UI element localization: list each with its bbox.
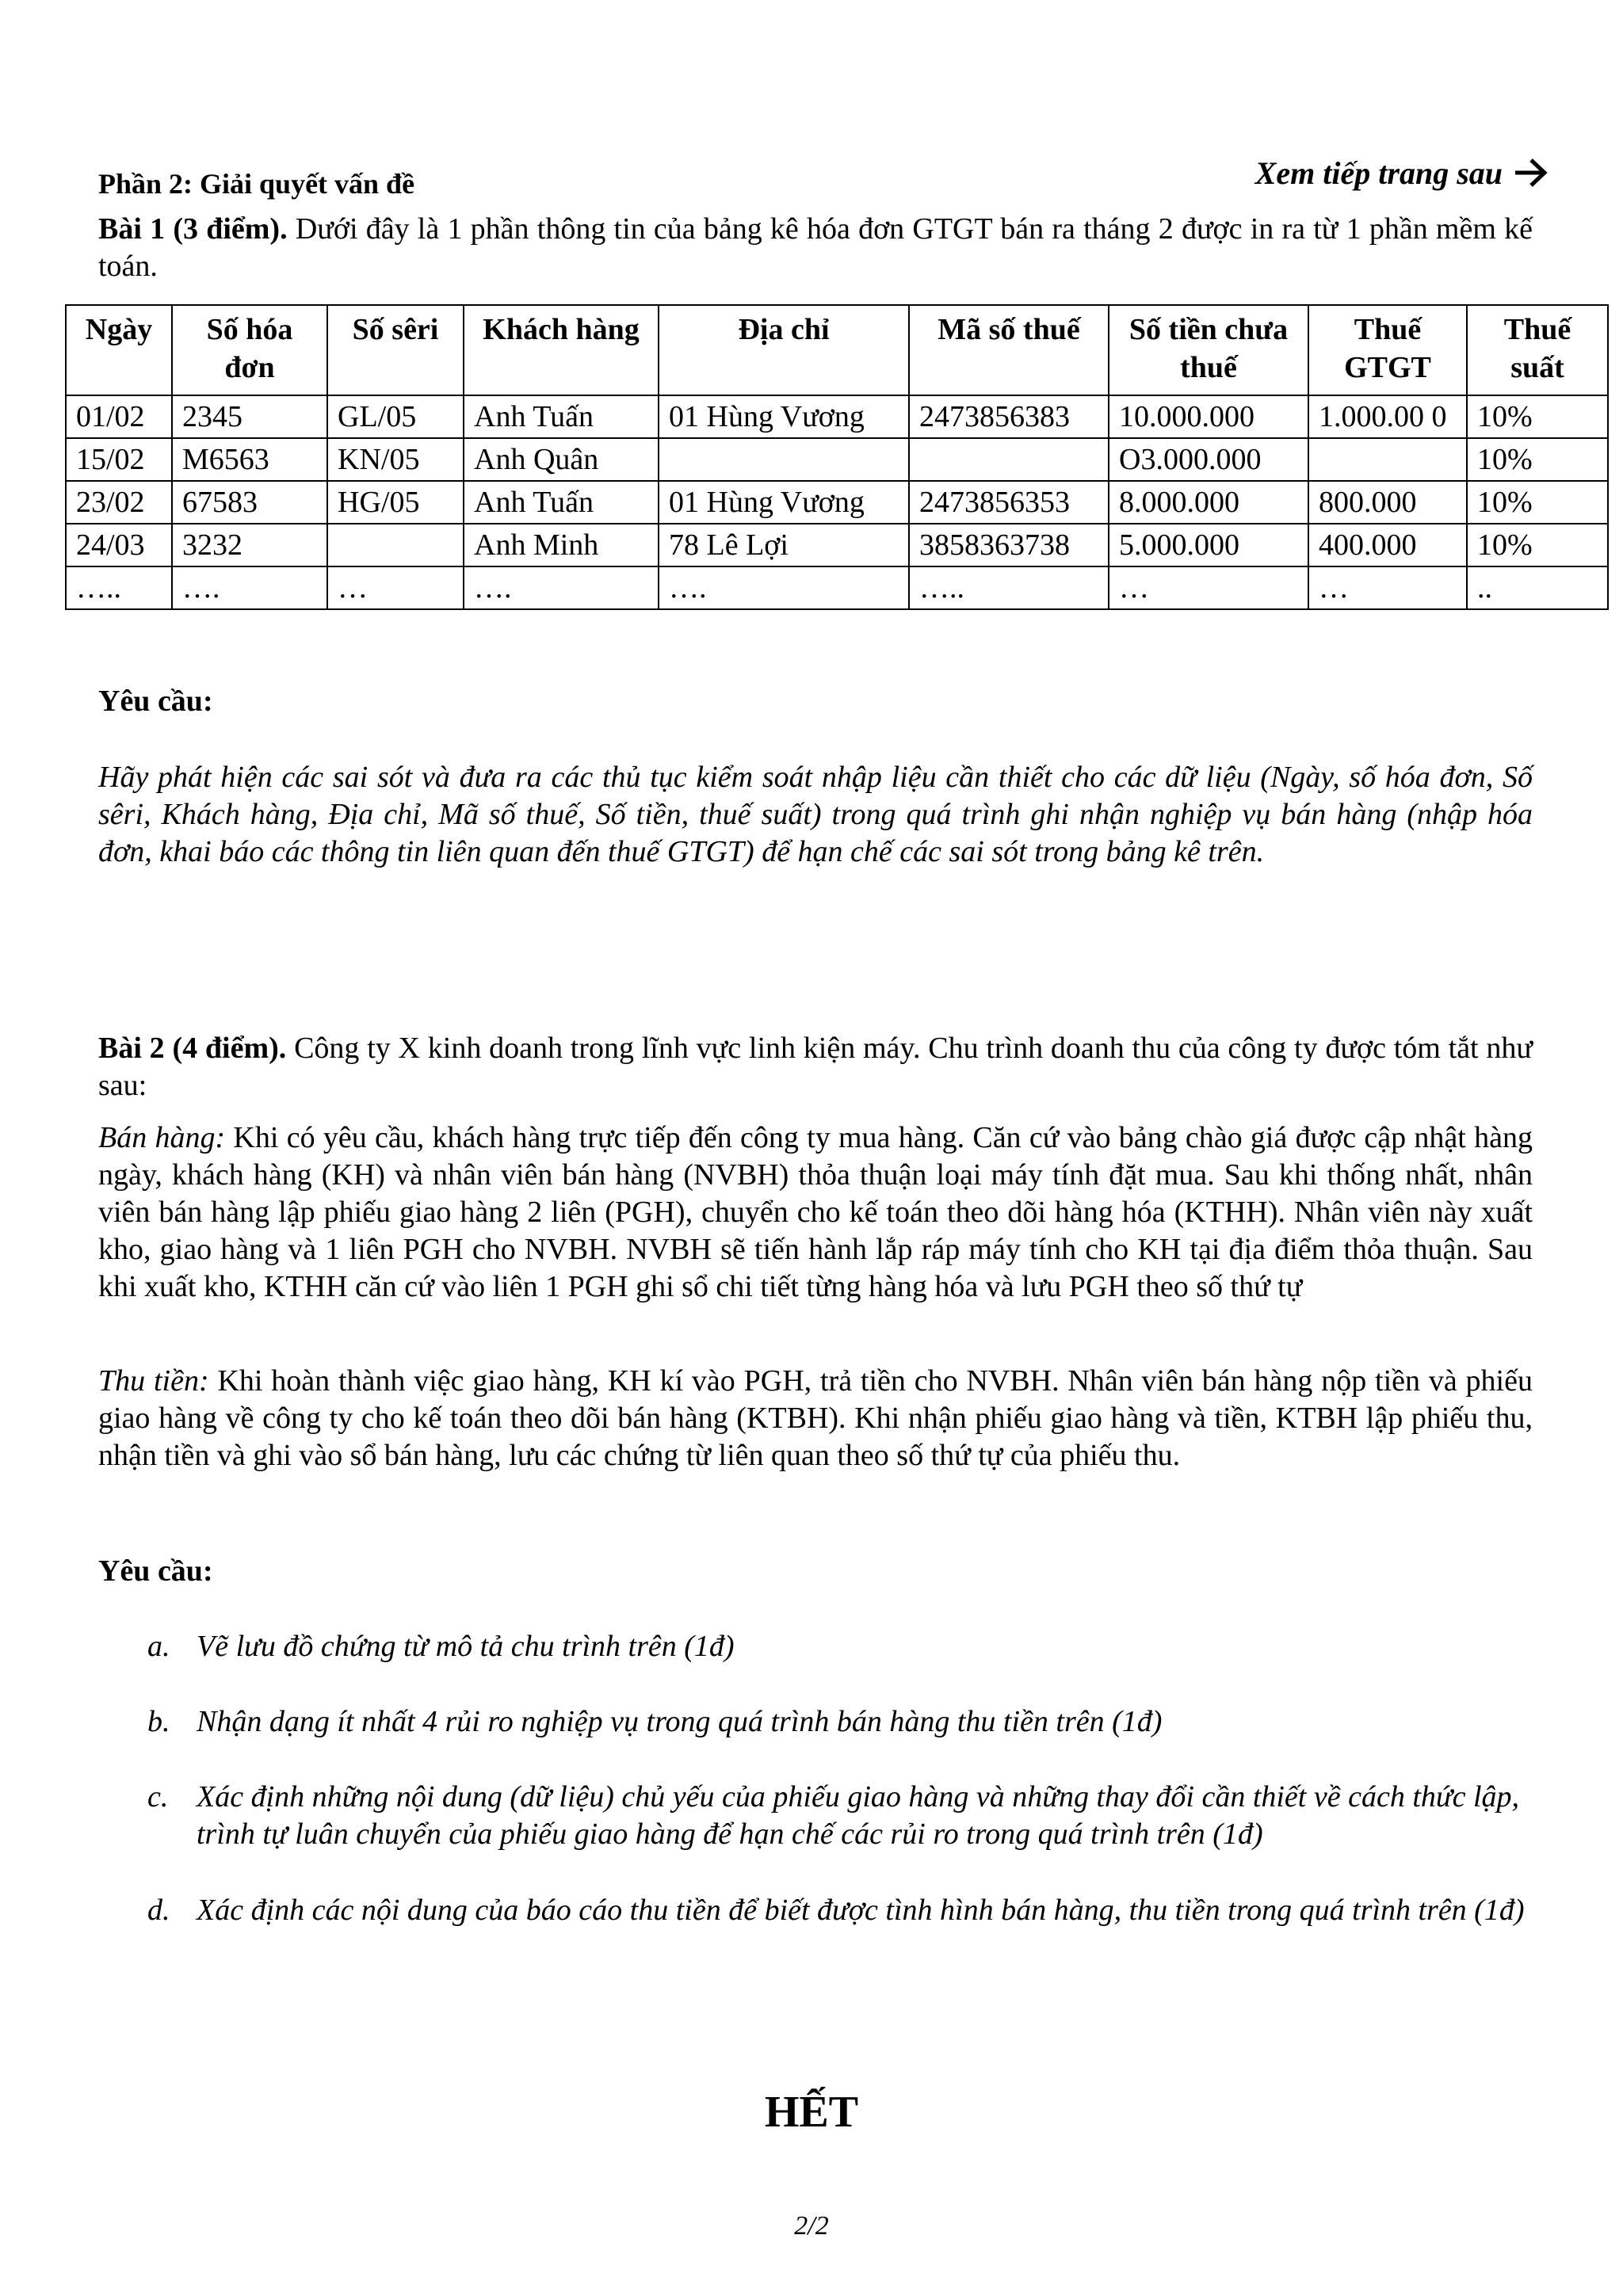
- page-number: 2/2: [794, 2211, 829, 2241]
- table-header-cell: Ngày: [66, 305, 172, 395]
- requirement-text: Xác định những nội dung (dữ liệu) chủ yếu của phiếu giao hàng và những thay đổi cần thiết về cách thức lập, trình tự luân chuyển của phiếu giao hàng để hạn chế các rủi ro trong quá trình trên (1đ): [197, 1780, 1520, 1851]
- table-cell: O3.000.000: [1109, 438, 1308, 481]
- table-cell: 67583: [172, 481, 327, 524]
- table-cell: 2473856353: [909, 481, 1109, 524]
- table-row: [66, 481, 1608, 524]
- table-row: [66, 524, 1608, 566]
- table-cell: 5.000.000: [1109, 524, 1308, 566]
- collection-label: Thu tiền:: [98, 1364, 209, 1398]
- table-cell: 10.000.000: [1109, 395, 1308, 438]
- table-cell: 23/02: [66, 481, 172, 524]
- sales-text: Khi có yêu cầu, khách hàng trực tiếp đến công ty mua hàng. Căn cứ vào bảng chào giá được cập nhật hàng ngày, khách hàng (KH) và nhân viên bán hàng (NVBH) thỏa thuận loại máy tính đặt mua. Sau khi thống nhất, nhân viên bán hàng lập phiếu giao hàng 2 liên (PGH), chuyển cho kế toán theo dõi hàng hóa (KTHH). Nhân viên này xuất kho, giao hàng và 1 liên PGH cho NVBH. NVBH sẽ tiến hành lắp ráp máy tính cho KH tại địa điểm thỏa thuận. Sau khi xuất kho, KTHH căn cứ vào liên 1 PGH ghi sổ chi tiết từng hàng hóa và lưu PGH theo số thứ tự: [98, 1121, 1533, 1303]
- exercise-1-title: Bài 1 (3 điểm).: [98, 212, 288, 246]
- table-cell: Anh Tuấn: [464, 395, 659, 438]
- requirement-item-c: [147, 1779, 1526, 1853]
- requirement-marker: b.: [147, 1705, 170, 1738]
- requirement-item-b: [147, 1703, 1526, 1741]
- table-cell: 3232: [172, 524, 327, 566]
- table-cell: 400.000: [1308, 524, 1467, 566]
- table-cell: ….: [172, 566, 327, 609]
- table-cell: [909, 438, 1109, 481]
- requirement-item-d: [147, 1892, 1526, 1929]
- table-cell: …: [327, 566, 464, 609]
- exercise-1-requirements-text: Hãy phát hiện các sai sót và đưa ra các thủ tục kiểm soát nhập liệu cần thiết cho các dữ liệu (Ngày, số hóa đơn, Số sêri, Khách hàng, Địa chỉ, Mã số thuế, Số tiền, thuế suất) trong quá trình ghi nhận nghiệp vụ bán hàng (nhập hóa đơn, khai báo các thông tin liên quan đến thuế GTGT) để hạn chế các sai sót trong bảng kê trên.: [98, 761, 1533, 868]
- table-row: [66, 438, 1608, 481]
- requirement-marker: d.: [147, 1894, 170, 1927]
- exercise-2-intro-text: Công ty X kinh doanh trong lĩnh vực linh kiện máy. Chu trình doanh thu của công ty được tóm tắt như sau:: [98, 1032, 1533, 1102]
- table-header-cell: Số tiền chưa thuế: [1109, 305, 1308, 395]
- table-cell: [327, 524, 464, 566]
- table-cell: 10%: [1467, 481, 1608, 524]
- table-cell: 3858363738: [909, 524, 1109, 566]
- exercise-1-intro: [98, 211, 1533, 285]
- table-cell: 2345: [172, 395, 327, 438]
- section-title: Phần 2: Giải quyết vấn đề: [98, 168, 415, 200]
- requirement-text: Vẽ lưu đồ chứng từ mô tả chu trình trên (1đ): [197, 1630, 735, 1663]
- table-header-cell: Thuế GTGT: [1308, 305, 1467, 395]
- end-heading: HẾT: [764, 2088, 859, 2137]
- table-cell: 15/02: [66, 438, 172, 481]
- table-cell: 78 Lê Lợi: [659, 524, 909, 566]
- exercise-2-requirements-title: Yêu cầu:: [98, 1554, 213, 1588]
- table-cell: 8.000.000: [1109, 481, 1308, 524]
- table-cell: HG/05: [327, 481, 464, 524]
- table-cell: 10%: [1467, 438, 1608, 481]
- table-row: [66, 395, 1608, 438]
- arrow-right-icon: [1514, 157, 1549, 196]
- requirement-text: Nhận dạng ít nhất 4 rủi ro nghiệp vụ trong quá trình bán hàng thu tiền trên (1đ): [197, 1705, 1163, 1738]
- table-header-cell: Số hóa đơn: [172, 305, 327, 395]
- table-cell: [1308, 438, 1467, 481]
- exercise-2-title: Bài 2 (4 điểm).: [98, 1032, 287, 1065]
- table-header-cell: Mã số thuế: [909, 305, 1109, 395]
- collection-text: Khi hoàn thành việc giao hàng, KH kí vào PGH, trả tiền cho NVBH. Nhân viên bán hàng nộp tiền và phiếu giao hàng về công ty cho kế toán theo dõi bán hàng (KTBH). Khi nhận phiếu giao hàng và tiền, KTBH lập phiếu thu, nhận tiền và ghi vào sổ bán hàng, lưu các chứng từ liên quan theo số thứ tự của phiếu thu.: [98, 1364, 1533, 1472]
- page-header: [98, 154, 1533, 202]
- table-cell: …..: [66, 566, 172, 609]
- exercise-1-intro-text: Dưới đây là 1 phần thông tin của bảng kê hóa đơn GTGT bán ra tháng 2 được in ra từ 1 phần mềm kế toán.: [98, 212, 1533, 283]
- table-header-row: [66, 305, 1608, 395]
- table-cell: [659, 438, 909, 481]
- table-cell: 24/03: [66, 524, 172, 566]
- sales-label: Bán hàng:: [98, 1121, 226, 1154]
- table-cell: 800.000: [1308, 481, 1467, 524]
- table-cell: …: [1308, 566, 1467, 609]
- exercise-2-intro: [98, 1030, 1533, 1104]
- table-cell: KN/05: [327, 438, 464, 481]
- requirement-marker: c.: [147, 1780, 169, 1814]
- table-cell: 10%: [1467, 395, 1608, 438]
- table-cell: Anh Tuấn: [464, 481, 659, 524]
- exercise-1-requirements-title: Yêu cầu:: [98, 685, 213, 718]
- next-page-text: Xem tiếp trang sau: [1254, 155, 1503, 191]
- table-row: [66, 566, 1608, 609]
- table-cell: Anh Minh: [464, 524, 659, 566]
- table-header-cell: Thuế suất: [1467, 305, 1608, 395]
- table-cell: 01 Hùng Vương: [659, 395, 909, 438]
- next-page-note: [1255, 154, 1549, 196]
- table-cell: ….: [464, 566, 659, 609]
- requirement-text: Xác định các nội dung của báo cáo thu tiền để biết được tình hình bán hàng, thu tiền trong quá trình trên (1đ): [197, 1894, 1525, 1927]
- sales-paragraph: [98, 1119, 1533, 1306]
- table-header-cell: Khách hàng: [464, 305, 659, 395]
- table-header-cell: Số sêri: [327, 305, 464, 395]
- table-cell: M6563: [172, 438, 327, 481]
- table-header-cell: Địa chỉ: [659, 305, 909, 395]
- table-cell: ….: [659, 566, 909, 609]
- table-cell: 01 Hùng Vương: [659, 481, 909, 524]
- table-cell: 1.000.00 0: [1308, 395, 1467, 438]
- table-cell: Anh Quân: [464, 438, 659, 481]
- requirement-item-a: [147, 1628, 1526, 1665]
- table-cell: GL/05: [327, 395, 464, 438]
- table-cell: …..: [909, 566, 1109, 609]
- vat-invoice-table: [65, 304, 1609, 610]
- table-cell: …: [1109, 566, 1308, 609]
- collection-paragraph: [98, 1363, 1533, 1474]
- table-cell: 2473856383: [909, 395, 1109, 438]
- table-cell: 01/02: [66, 395, 172, 438]
- requirement-marker: a.: [147, 1630, 170, 1663]
- table-cell: ..: [1467, 566, 1608, 609]
- table-cell: 10%: [1467, 524, 1608, 566]
